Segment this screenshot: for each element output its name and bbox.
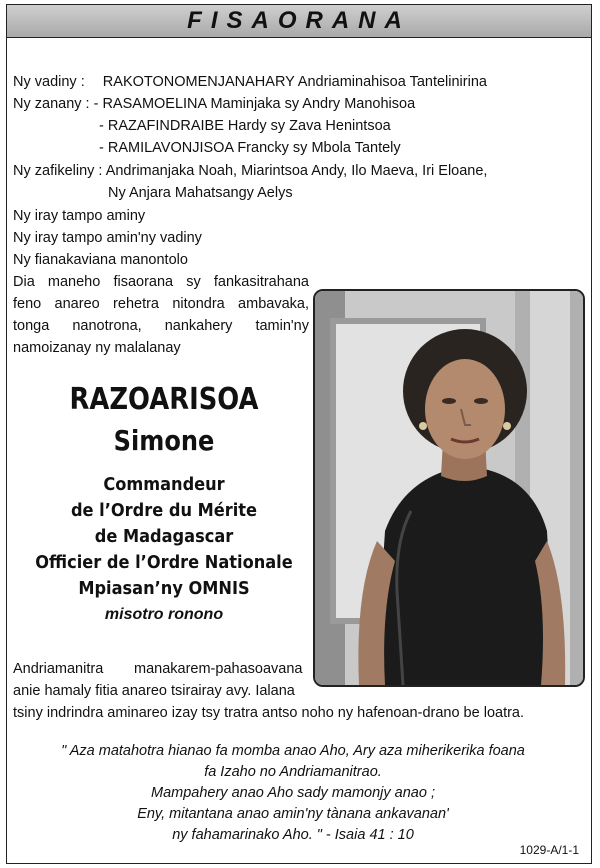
zafikeliny-line-1 [13, 162, 487, 180]
other-family-1: Ny iray tampo aminy [13, 208, 146, 224]
zanany-line-1 [13, 95, 415, 113]
zanany-given-3: Francky sy Mbola Tantely [237, 140, 401, 156]
zanany-given-1: Maminjaka sy Andry Manohisoa [210, 96, 416, 112]
title-line-4: Officier de l’Ordre Nationale [35, 552, 293, 573]
reference-code: 1029-A/1-1 [519, 843, 579, 857]
notice-header: FISAORANA [7, 5, 591, 38]
portrait-illustration [315, 291, 583, 685]
deceased-given-name: Simone [113, 424, 215, 457]
blessing-line-3: tsiny indrindra aminareo izay tsy tratra antso noho ny hafenoan-drano be loatra. [13, 705, 525, 721]
blessing-line-1-left: Andriamanitra [13, 661, 104, 677]
notice-frame [6, 4, 592, 864]
portrait-photo [313, 289, 585, 687]
title-line-5: Mpiasan’ny OMNIS [78, 578, 250, 599]
vadiny-given: Andriaminahisoa Tantelinirina [297, 74, 487, 90]
zanany-surname-2: RAZAFINDRAIBE [107, 118, 224, 134]
title-line-2: de l’Ordre du Mérite [70, 500, 258, 521]
zanany-line-3: - RAMILAVONJISOA Francky sy Mbola Tantely [99, 140, 401, 156]
deceased-status: misotro ronono [104, 606, 224, 623]
zafikeliny-line-2: Ny Anjara Mahatsangy Aelys [108, 185, 293, 201]
thanks-line-2: feno anareo rehetra nitondra ambavaka, [13, 296, 309, 312]
quote-line-2: fa Izaho no Andriamanitrao. [204, 764, 382, 780]
blessing-line-2: anie hamaly fitia anareo tsirairay avy. Ialana [13, 683, 295, 699]
zafikeliny-label: Ny zafikeliny : [13, 163, 103, 179]
vadiny-surname: RAKOTONOMENJANAHARY [102, 74, 295, 90]
other-family-2: Ny iray tampo amin'ny vadiny [13, 230, 202, 246]
zanany-surname-1: RASAMOELINA [102, 96, 207, 112]
quote-line-4: Eny, mitantana anao amin'ny tànana ankavanan' [137, 806, 449, 822]
zanany-line-2: - RAZAFINDRAIBE Hardy sy Zava Henintsoa [99, 118, 391, 134]
thanks-line-1: Dia maneho fisaorana sy fankasitrahana [13, 274, 309, 290]
thanks-line-4: namoizanay ny malalanay [13, 340, 181, 356]
zanany-given-2: Hardy sy Zava Henintsoa [227, 118, 391, 134]
zafikeliny-names-1: Andrimanjaka Noah, Miarintsoa Andy, Ilo Maeva, Iri Eloane, [105, 163, 488, 179]
title-line-3: de Madagascar [94, 526, 234, 547]
other-family-3: Ny fianakaviana manontolo [13, 252, 188, 268]
vadiny-label: Ny vadiny : [13, 74, 85, 90]
quote-line-5: ny fahamarinako Aho. " - Isaia 41 : 10 [172, 827, 414, 843]
title-line-1: Commandeur [103, 474, 225, 495]
quote-line-3: Mampahery anao Aho sady mamonjy anao ; [151, 785, 435, 801]
zanany-surname-3: RAMILAVONJISOA [107, 140, 234, 156]
blessing-line-1-right: manakarem-pahasoavana [134, 661, 303, 677]
thanks-line-3: tonga nanotrona, nankahery tamin'ny [13, 318, 309, 334]
deceased-surname: RAZOARISOA [69, 382, 259, 417]
vadiny-line [13, 73, 487, 91]
zanany-label: Ny zanany : - [13, 96, 99, 112]
quote-line-1: " Aza matahotra hianao fa momba anao Aho, Ary aza miherikerika foana [61, 743, 525, 759]
